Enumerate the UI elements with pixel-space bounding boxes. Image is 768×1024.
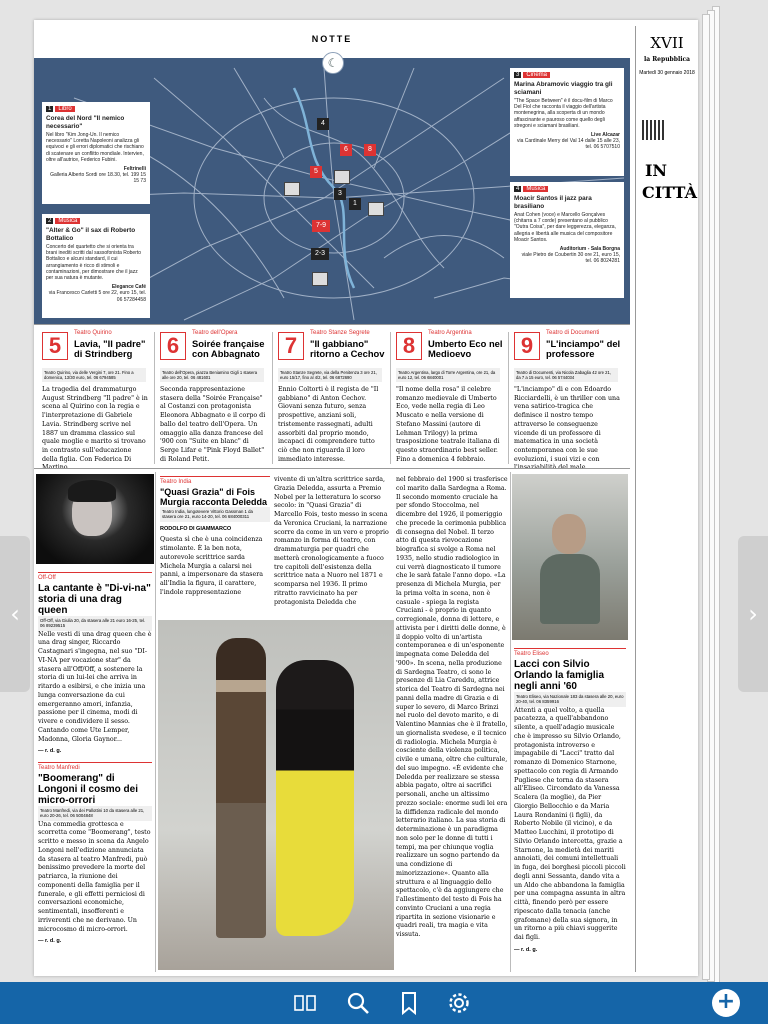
venue-title: Soirée française con Abbagnato [192,338,265,359]
article-signature: — r. d. g. [38,748,62,755]
article-title: "Quasi Grazia" di Fois Murgia racconta Deledda [160,486,268,507]
event-title: Moacir Santos il jazz para brasiliano [514,195,592,210]
event-address: viale Pietro de Coubertin 30 ore 21, euro 15, tel. 06 8024281 [521,252,620,265]
article-body: nel febbraio del 1900 si trasferisce col marito dalla Sardegna a Roma. Il secondo momento cruciale ha per sfondo Stoccolma, nel dicembre del 1926, il pomeriggio che precede la cerimonia pubblica di consegna del Nobel. Il terzo atto di questa rievocazione biografica si svolge a Roma nel 1935, nello studio radiologico in cui verrà diagnosticato il tumore che le sarà fatale l'anno dopo. «La presenza di Michela Murgia, per la prima volta in scena, non è casuale - spiega la regista Cruciani - è proprio in quanto corregionale, donna di lettere, e attivista per i diritti delle donne, è il doppio volto di un'artista contemporanea e di un'esponente impegnata come Deledda del '900». In scena, nella produzione di Sardegna Teatro, ci sono le presenze di Lia Careddu, attrice storica del Teatro di Sardegna nei panni della madre di Grazia e di super lo severo, di Marco Brinzi nel ruolo del devoto marito, e di Valentino Mannias che è il fratello, un giornalista svedese, e il tecnico di radiologia. Michela Murgia è cosciente della violenza politica, civile e umana, oltre che culturale, del suo impegno. «È evidente che Deledda per realizzare se stessa abbia pagato, oltre ai sacrifici personali, anche un altissimo prezzo sociale: enorme sudi lei era la diffidenza radicale del mondo letterario italiano. La sua storia di determinazione è un paradigma non solo per le donne di tutti i tempi, ma per chiunque voglia realizzare un sogno partendo da una condizione di minorizzazione». Quanto alla struttura e al linguaggio dello spettacolo, c'è da aggiungere che l'allestimento del testo di Fois ha convinto Cruciani a una regia ripartita in sezione visionarie e quadri reali, tra magia e vita vissuta. [396,476,508,938]
venue-theatre: Teatro Argentina [428,330,472,336]
event-venue: Live Alcazar [591,132,620,139]
venue-title: "Il gabbiano" ritorno a Cechov [310,338,385,359]
article-kicker: Teatro Manfredi [38,762,152,773]
venue-theatre: Teatro Stanze Segrete [310,330,370,336]
event-text: Nel libro "Kim Jong-Un. Il nemico necessario" Loretta Napoleoni analizza gli equivoci e gli errori diplomatici che rischiano di scatenare un conflitto mondiale. Intervien, oltre all'autrice, Federico Fubini. [46,132,144,163]
venue-number: 7 [278,332,304,360]
venue-card [510,330,622,466]
article-signature: — r. d. g. [38,938,62,945]
next-page-button[interactable]: › [738,536,768,692]
event-category: Cinema [523,72,550,78]
article-body: Questa sì che è una coincidenza stimolante. È la ben nota, autorevole scrittrice sarda Michela Murgia a calarsi nei panni, a impersonare da stasera all'India la figura, il carattere, l'indole rappresentazione [160,536,264,596]
venue-number: 6 [160,332,186,360]
map-marker: 8 [364,144,376,156]
venue-info: Teatro Stanze Segrete, via della Penitenza 3 ore 21, euro 15/17, fino al 4/2, tel. 06 6872690 [278,368,382,382]
venue-body: La tragedia del drammaturgo August Strindberg "Il padre" è in scena al Quirino con la regia e l'interpretazione di Gabriele Lavia. Strindberg scrive nel 1887 un dramma classico sul quale moglie e marito si trovano in contrasto sull'educazione della figlia. Con Federica Di [42,386,148,463]
article-kicker: Teatro India [160,476,270,487]
venue-card [392,330,504,466]
map-event-box [42,214,150,318]
search-icon[interactable] [343,990,373,1016]
article-body: vivente di un'altra scrittrice sarda, Grazia Deledda, assurta a Premio Nobel per la letteratura lo scorso secolo: in "Quasi Grazia" di Marcello Fois, testo messo in scena da Veronica Cruciani, la narrazione scorre da come in un vero e proprio romanzo in forma di teatro, con drammaturgia per quadri che metterà cronologicamente a fuoco tre capitoli dell'esistenza della scrittrice nata a Nuoro nel 1871 e scomparsa nel 1936. Il primo ritratto ravvicinato ha per protagonista Deledda che [274,476,389,606]
map-marker: 2-3 [311,248,329,260]
monument-icon [334,170,350,184]
map-marker: 6 [340,144,352,156]
event-text: Concerto del quartetto che si orienta tra brani inediti scritti dal sassofonista Roberto Bottalico e alcuni standard, il cui arrangiamento è ricco di stimoli e contaminazioni, per dimostrare che il jazz per sua natura è mutante. [46,244,142,282]
venue-number: 8 [396,332,422,360]
event-address: via Cardinale Merry del Val 14 dalle 15 alle 23, tel. 06 5707510 [516,138,620,151]
map-marker: 7-9 [312,220,330,232]
map-event-box [42,102,150,204]
venue-card [156,330,268,466]
settings-icon[interactable] [444,990,474,1016]
event-address: Galleria Alberto Sordi ore 18.30, tel. 199 15 15 73 [50,172,146,185]
issue-date: Martedì 30 gennaio 2018 [639,70,695,76]
event-number: 3 [516,72,520,78]
column-divider [510,472,511,972]
map-event-box [510,68,624,176]
newspaper-page [34,20,698,976]
venue-theatre: Teatro di Documenti [546,330,600,336]
event-title: Marina Abramovic viaggio tra gli sciamani [514,81,613,96]
article-title: La cantante è "Di-vi-na" storia di una drag queen [38,582,151,616]
article-kicker: Off-Off [38,572,152,583]
event-venue: Auditorium - Sala Borgna [559,246,620,253]
article-kicker: Teatro Eliseo [514,648,626,659]
page-number: XVII [650,34,684,52]
article-body: Nelle vesti di una drag queen che è una drag singer, Riccardo Castagnari s'ingegna, nel suo "DI-VI-NA per vocazione star" da stasera all'Off/Off, a sostenere la storia di un lui-lei che arriva in ritardo a esibirsi, e che inizia una lunga conversazione da cui emergeranno amori, infanzia, passione per il cinema, modi di vivere e condividere il sesso. Cantando come Ute Lemper, Madonna, Gloria Gaynor... [38,630,152,743]
venue-info: Teatro Quirino, via delle Vergini 7, ore 21. Fino a domenica, 13/30 euro, tel. 06 6794585 [42,368,146,382]
article-grazia [160,476,270,598]
venue-title: "L'inciampo" del professore [546,338,621,359]
event-venue: Elegance Café [111,284,146,291]
venue-number: 5 [42,332,68,360]
moon-icon: ☾ [322,52,344,74]
event-category: Musica [523,186,548,192]
article-signature: — r. d. g. [514,946,538,953]
dancing-couple-photo [158,620,394,970]
venue-theatre: Teatro Quirino [74,330,112,336]
article-dragqueen [38,572,152,759]
column-divider [155,472,156,972]
article-body: Attenti a quel volto, a quella pacatezza, a quell'abbandono silente, a quell'adagio musicale che è impresso su Silvio Orlando, protagonista introverso e impagabile di "Lacci" tratto dal romanzo di Domenico Starnone, spettacolo con regia di Armando Pugliese che torna da stasera all'Eliseo. Circondato da Vanessa Scalera (la moglie), da Pier Giorgio Bellocchio e da Maria Laura Rondanini (i figli), da Roberto Nobile (il vicino), e da Matteo Lucchini, il prototipo di Silvio Orlando intercetta, grazie a Starnone, la medietà dei mariti annoiati, dei comuni intellettuali in fuga, dei borghesi piccoli piccoli degli anni Sessanta, dando vita a un Aldo che abbandona la famiglia per una compagna assunta in altra città, finendo però per essere ripescato dalla tenacia (anche grafomane) della sua signora, in un ritorno a più chiavi suggerite dai figli. [514,706,626,942]
column-divider [635,26,636,972]
masthead: la Repubblica [643,56,691,63]
event-category: Libro [55,106,74,112]
map-marker: 3 [334,188,346,200]
monument-icon [368,202,384,216]
event-title: "Alter & Go" il sax di Roberto Bottalico [46,227,136,242]
section-title: NOTTE [311,34,353,44]
event-venue: Feltrinelli [123,166,146,173]
article-info: Teatro Eliseo, via Nazionale 183 da stasera alle 20, euro 20-40, tel. 06 8359916 [514,692,626,707]
add-icon[interactable]: + [712,989,740,1017]
venue-body: Seconda rappresentazione stasera della "Soirée Française" al Costanzi con protagonista Eleonora Abbagnato e il corpo di ballo del teatro dell'Opera. Un omaggio alla danza francese del '900 con "Suite en blanc" di Serge Lifar e "Pink Floyd Ballet" di Roland Petit. [160,386,266,463]
article-body: Una commedia grottesca e scorretta come "Boomerang", testo scritto e messo in scena da Angelo Longoni nell'edizione annunciata da stasera al teatro Manfredi, può benissimo prevedere la morte del patriarca, la riunione dei componenti della famiglia per il funerale, e gli effetti perniciosi di conversazioni economiche, sentimentali, insofferenti e irriverenti che ne derivano. Un microcosmo di micro-orrori. [38,820,151,933]
map-marker: 5 [310,166,322,178]
map-marker: 4 [317,118,329,130]
bookmark-icon[interactable] [394,990,424,1016]
column-divider [154,332,155,464]
venue-body: Ennio Coltorti è il regista de "Il gabbiano" di Anton Cechov. Giovani senza futuro, senza prospettive, anziani soli, tristemente rassegnati, adulti assorbiti dal proprio mondo, incapaci di comprendere tutto ciò che non riguarda il loro immediato interesse. [278,386,379,463]
article-boomerang [38,762,152,949]
article-grazia-col2 [274,476,390,607]
article-orlando [514,648,626,958]
venue-title: Lavia, "Il padre" di Strindberg [74,338,146,359]
article-info: Teatro India, lungotevere Vittorio Gassman 1 da stasera ore 21, euro 14-20, tel. 06 684000311 [160,507,270,522]
city-section-label: IN CITTÀ [642,161,697,202]
venue-title: Umberto Eco nel Medioevo [428,338,503,359]
event-number: 1 [48,106,52,112]
venue-body: "L'inciampo" di e con Edoardo Ricciardelli, è un thriller con una vena satirico-tragica che definisce il nostro tempo attraverso le conseguenze vicende di un professore di matematica in una società contemporanea con le sue evoluzioni, i suoi vizi e con [514,386,620,463]
venue-card [38,330,150,466]
event-number: 2 [48,218,52,224]
column-divider [390,332,391,464]
event-address: via Francesco Carletti 5 ore 22, euro 15, tel. 06 57284458 [48,290,146,303]
monument-icon [284,182,300,196]
venue-body: "Il nome della rosa" il celebre romanzo medievale di Umberto Eco, vede nella regia di Leo Muscato e nella versione di Stefano Massini (autore di Lehman Trilogy) la prima trasposizione teatrale italiana di questo straordinario best seller. Fino a domenica 4 febbraio. [396,386,500,463]
drag-queen-photo [36,474,154,564]
article-title: Lacci con Silvio Orlando la famiglia negli anni '60 [514,658,605,692]
page-view-icon[interactable] [290,990,320,1016]
row-divider [34,324,630,325]
venue-info: Teatro dell'Opera, piazza Beniamino Gigli 1 stasera alle ore 20, tel. 06 481601 [160,368,264,382]
venue-info: Teatro Argentina, largo di Torre Argentina, ore 21, da euro 12, tel. 06 6840001 [396,368,500,382]
previous-page-button[interactable]: ‹ [0,536,30,692]
article-byline: RODOLFO DI GIAMMARCO [160,525,232,532]
city-map [34,58,630,324]
column-divider [508,332,509,464]
venue-info: Teatro di Documenti, via Nicola Zabaglia 42 ore 21, da 7 a 15 euro, tel. 06 5744034 [514,368,618,382]
event-number: 4 [516,186,520,192]
silvio-orlando-photo [512,474,628,640]
venue-card [274,330,386,466]
monument-icon [312,272,328,286]
column-divider [272,332,273,464]
map-marker: 1 [349,198,361,210]
viewer-toolbar [0,982,768,1024]
event-text: "The Space Between" è il docu-film di Marco Del Fiol che racconta il viaggio dell'artista montenegrina, alla scoperta di un mondo affascinante e pauroso come quello degli stregoni e sciamani brasiliani. [514,98,613,129]
event-category: Musica [55,218,80,224]
article-info: Teatro Manfredi, via dei Pallottini 10 da stasera alle 21, euro 20-26, tel. 06 5004848 [38,806,152,821]
article-info: Off-Off, via Giulia 20, da stasera alle 21 euro 16-25, tel. 06 89239515 [38,616,152,631]
event-title: Corea del Nord "Il nemico necessario" [46,115,125,130]
qr-code-icon [642,120,666,140]
row-divider [34,468,630,469]
article-grazia-col3 [396,476,508,966]
article-title: "Boomerang" di Longoni il cosmo dei micro-orrori [38,772,138,806]
venue-number: 9 [514,332,540,360]
page-stack-edge [702,14,710,980]
map-event-box [510,182,624,298]
venue-theatre: Teatro dell'Opera [192,330,238,336]
event-text: Anat Cohen (voce) e Marcello Gonçalves (chitarra a 7 corde) presentano al pubblico "Outra Coisa", per dare leggerezza, eleganza, allegria e libertà alle musica del compositore Moacir Santos. [514,212,616,243]
